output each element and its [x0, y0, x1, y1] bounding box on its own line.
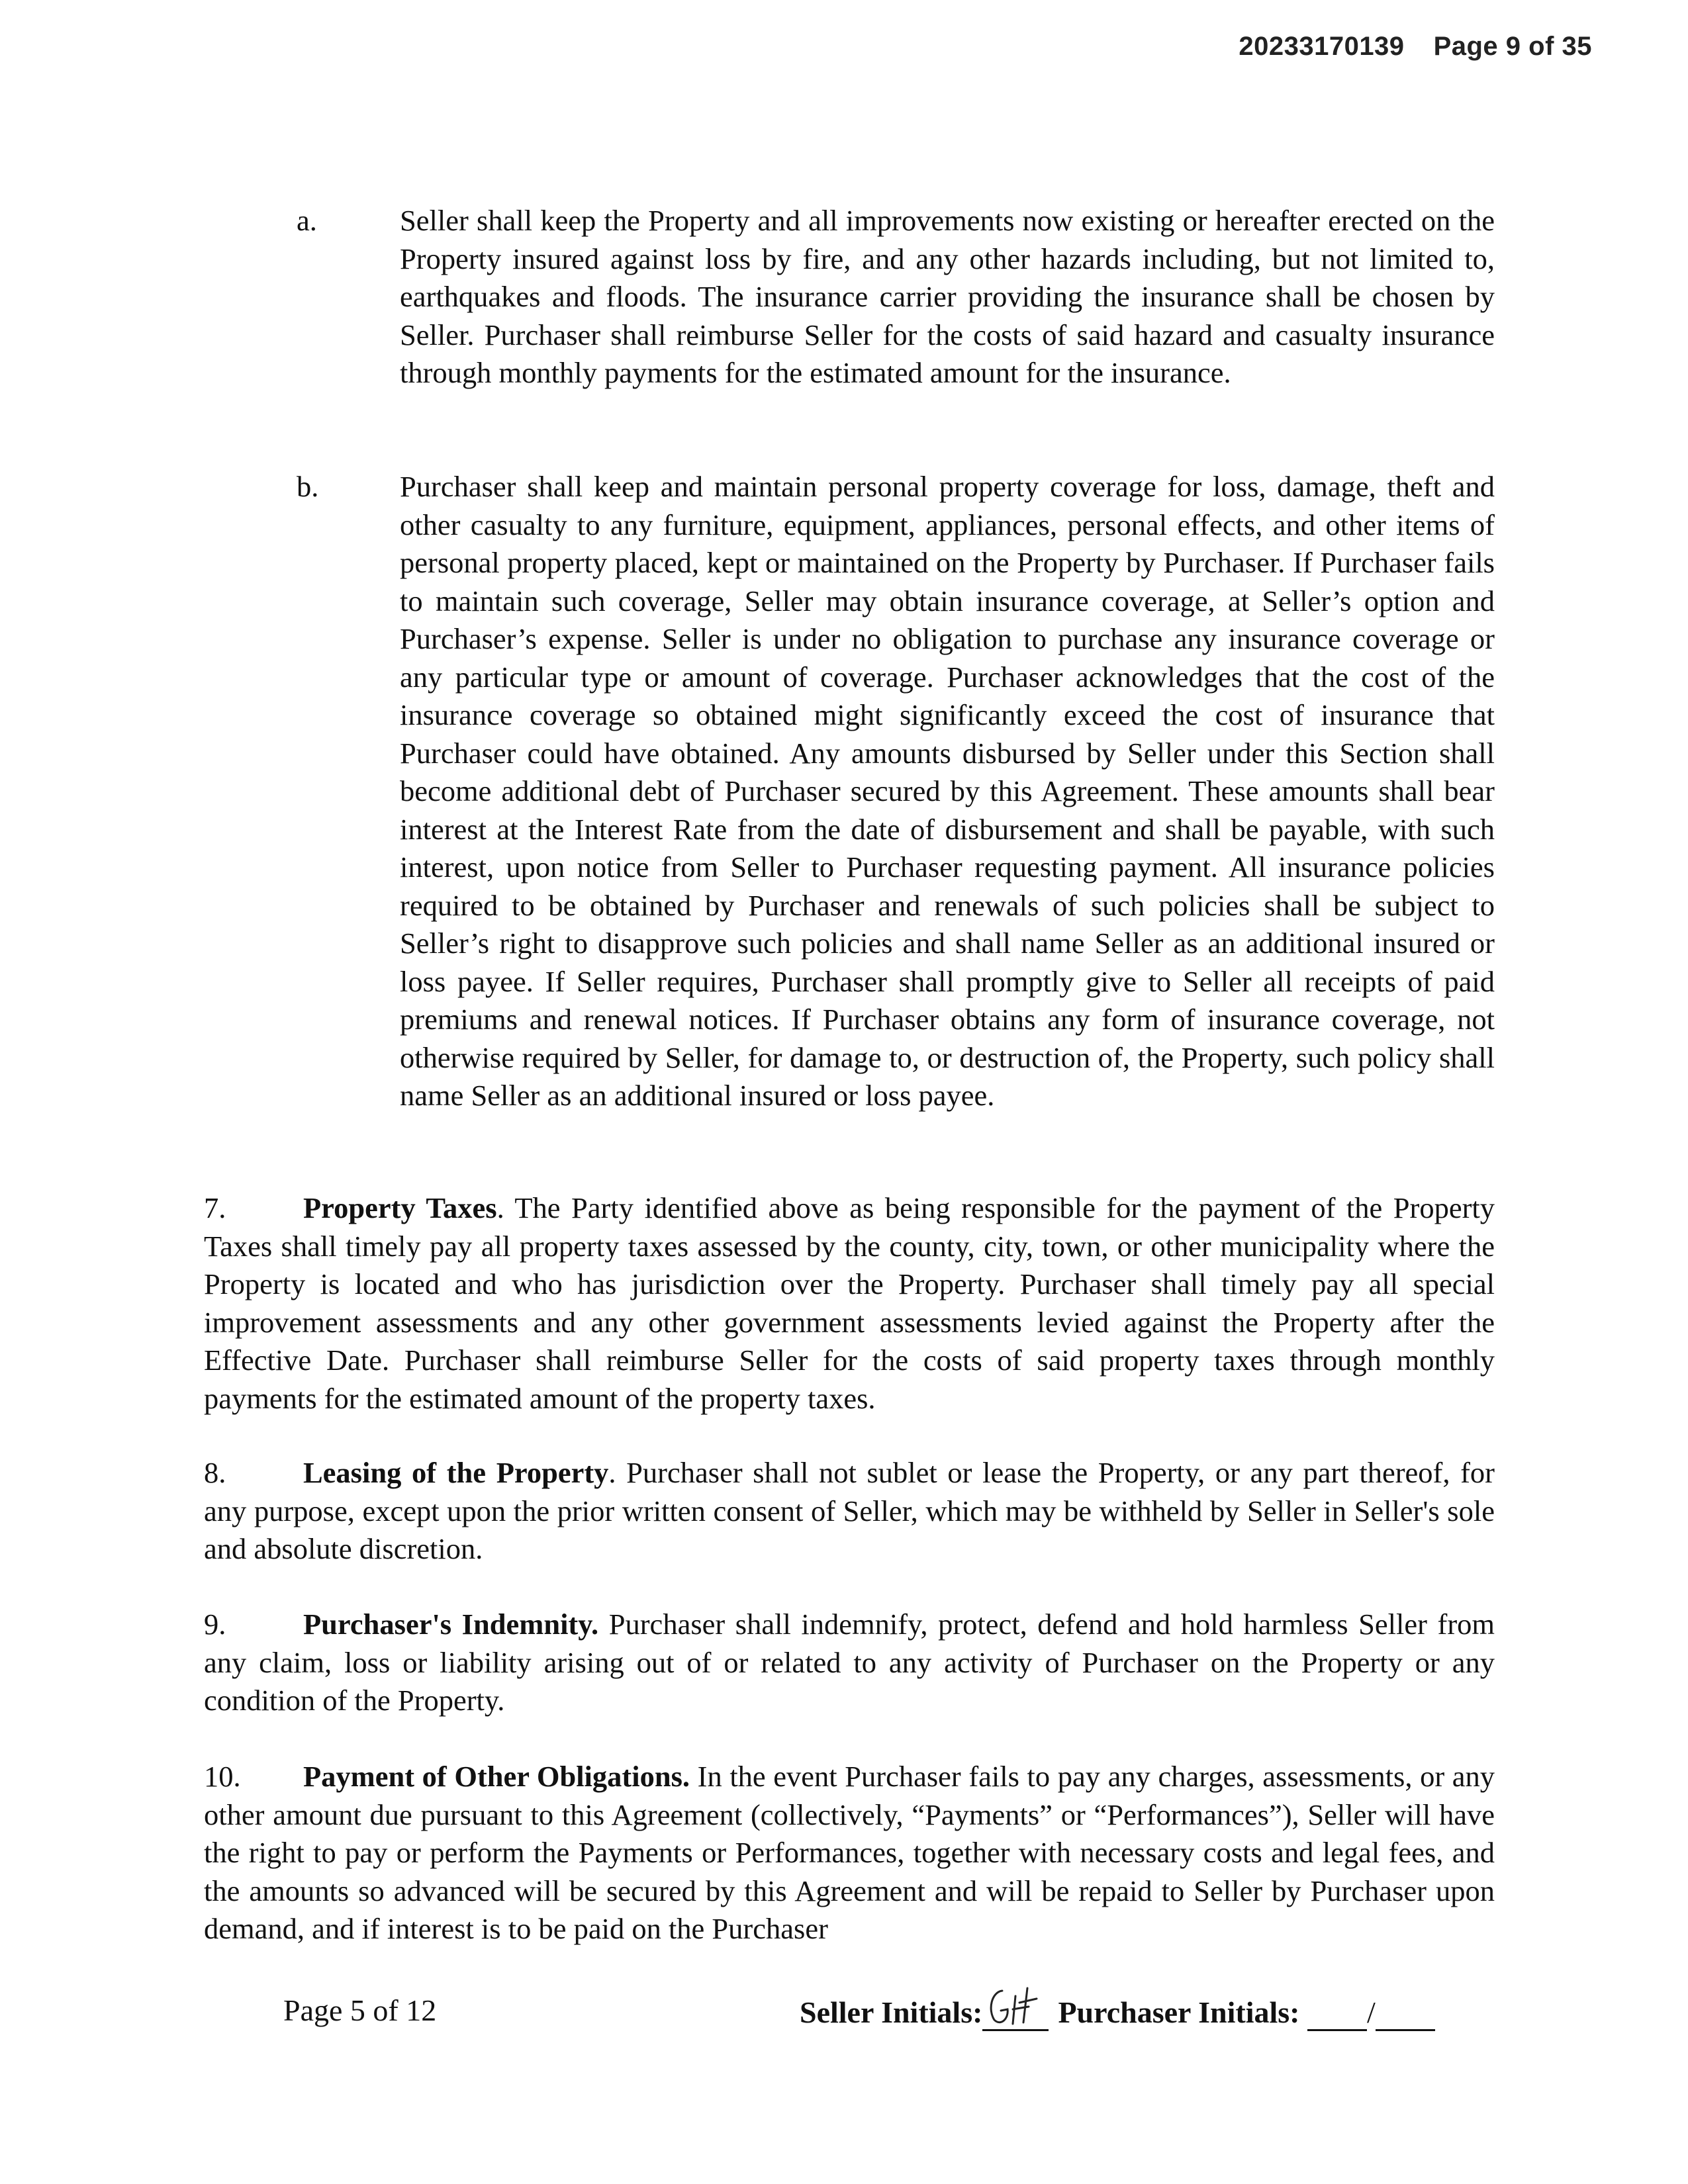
- section-number: 10.: [204, 1760, 241, 1793]
- purchaser-initials-blank-1: [1307, 2000, 1367, 2031]
- section-number: 7.: [204, 1191, 226, 1224]
- section-8: [204, 1454, 1495, 1569]
- section-text: In the event Purchaser fails to pay any charges, assessments, or any other amount due pursuant to this Agreement (collectively, “Payments” or “Performances”), Seller will have the right to pay or perform the Payments or Performances, together with necessary costs and legal fees, and the amounts so advanced will be secured by this Agreement and will be repaid to Seller by Purchaser upon demand, and if interest is to be paid on the Purchaser: [204, 1760, 1495, 1945]
- seller-initials-label: Seller Initials:: [800, 1995, 983, 2029]
- subsection-marker: a.: [297, 204, 317, 237]
- section-7: [204, 1189, 1495, 1418]
- subsection-marker: b.: [297, 470, 319, 503]
- initials-separator: /: [1366, 1995, 1376, 2029]
- section-10: [204, 1758, 1495, 1948]
- section-heading: Leasing of the Property: [303, 1456, 609, 1489]
- section-heading: Purchaser's Indemnity.: [303, 1608, 599, 1641]
- footer-page-number: Page 5 of 12: [283, 1993, 437, 2027]
- stamp-page-label: Page 9 of 35: [1433, 32, 1592, 61]
- purchaser-initials-blank-2: [1376, 2000, 1435, 2031]
- section-text: Purchaser shall indemnify, protect, defend and hold harmless Seller from any claim, loss or liability arising out of or related to any activity of Purchaser on the Property or any condition of the Property.: [204, 1608, 1495, 1717]
- handwritten-initials-icon: [982, 1983, 1049, 2029]
- section-text: . Purchaser shall not sublet or lease the Property, or any part thereof, for any purpose, except upon the prior written consent of Seller, which may be withheld by Seller in Seller's sole and absolute discretion.: [204, 1456, 1495, 1565]
- section-number: 9.: [204, 1608, 226, 1641]
- section-text: . The Party identified above as being responsible for the payment of the Property Taxes shall timely pay all property taxes assessed by the county, city, town, or other municipality where the Property is located and who has jurisdiction over the Property. Purchaser shall timely pay all special improvement assessments and any other government assessments levied against the Property after the Effective Date. Purchaser shall reimburse Seller for the costs of said property taxes through monthly payments for the estimated amount of the property taxes.: [204, 1191, 1495, 1415]
- subsection-b: [297, 468, 1495, 1153]
- document-number: 20233170139: [1239, 32, 1405, 61]
- section-number: 8.: [204, 1456, 226, 1489]
- subsection-text: Seller shall keep the Property and all improvements now existing or hereafter erected on the Property insured against loss by fire, and any other hazards including, but not limited to, earthquakes and floods. The insurance carrier providing the insurance shall be chosen by Seller. Purchaser shall reimburse Seller for the costs of said hazard and casualty insurance through monthly payments for the estimated amount for the insurance.: [400, 204, 1495, 389]
- subsection-a: [297, 202, 1495, 430]
- initials-block: [800, 1992, 1435, 2031]
- section-heading: Property Taxes: [303, 1191, 497, 1224]
- document-stamp: [1239, 32, 1592, 62]
- subsection-text: Purchaser shall keep and maintain personal property coverage for loss, damage, theft and other casualty to any furniture, equipment, appliances, personal effects, and other items of personal property placed, kept or maintained on the Property by Purchaser. If Purchaser fails to maintain such coverage, Seller may obtain insurance coverage, at Seller’s option and Purchaser’s expense. Seller is under no obligation to purchase any insurance coverage or any particular type or amount of coverage. Purchaser acknowledges that the cost of the insurance coverage so obtained might significantly exceed the cost of insurance that Purchaser could have obtained. Any amounts disbursed by Seller under this Section shall become additional debt of Purchaser secured by this Agreement. These amounts shall bear interest at the Interest Rate from the date of disbursement and shall be payable, with such interest, upon notice from Seller to Purchaser requesting payment. All insurance policies required to be obtained by Purchaser and renewals of such policies shall be subject to Seller’s right to disapprove such policies and shall name Seller as an additional insured or loss payee. If Seller requires, Purchaser shall promptly give to Seller all receipts of paid premiums and renewal notices. If Purchaser obtains any form of insurance coverage, not otherwise required by Seller, for damage to, or destruction of, the Property, such policy shall name Seller as an additional insured or loss payee.: [400, 470, 1495, 1112]
- section-9: [204, 1606, 1495, 1720]
- seller-initials-signature: [982, 1992, 1049, 2031]
- purchaser-initials-label: Purchaser Initials:: [1058, 1995, 1300, 2029]
- section-heading: Payment of Other Obligations.: [303, 1760, 690, 1793]
